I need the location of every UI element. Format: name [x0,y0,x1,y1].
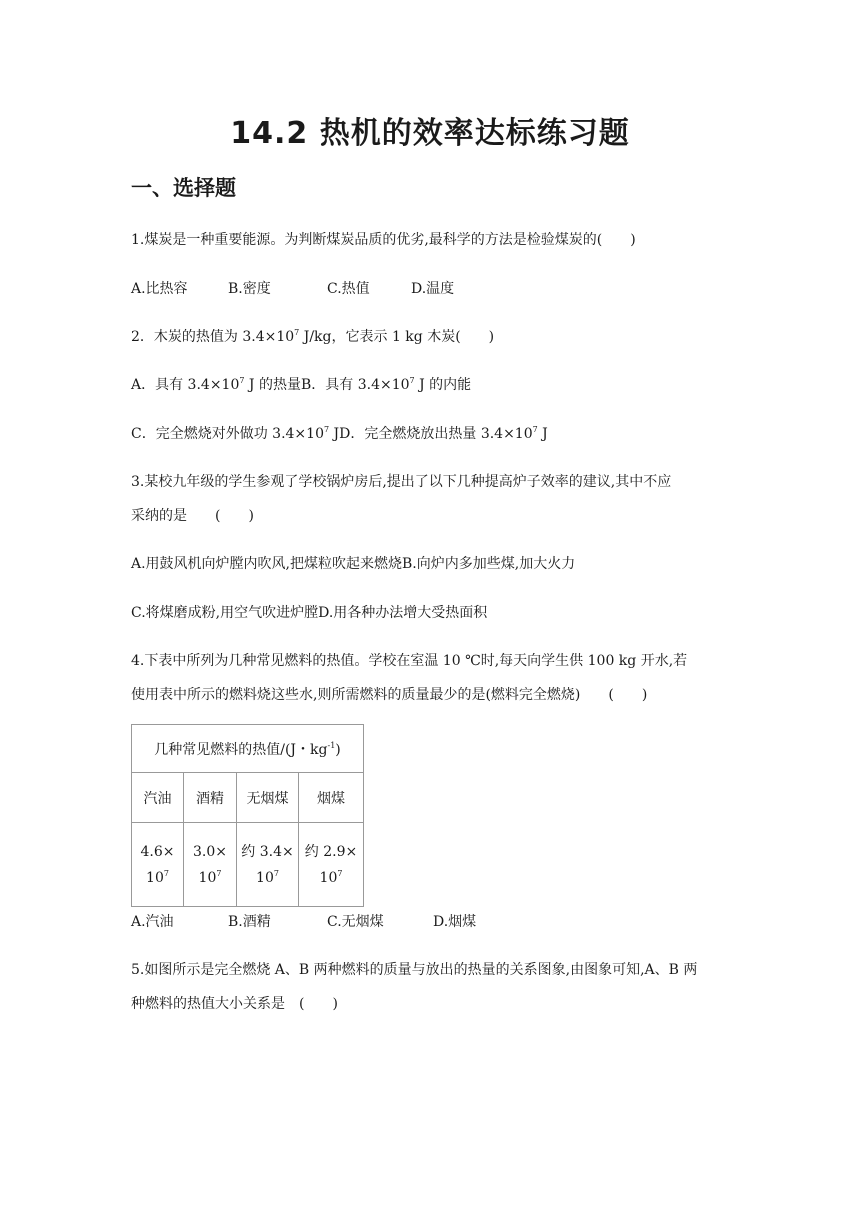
fuel-bituminous-coal: 烟煤 [299,773,364,823]
question-1-options [131,279,454,299]
table-header: 几种常见燃料的热值/(J・$kg^{-1}$) [132,725,364,773]
q3-option-a: A.用鼓风机向炉膛内吹风,把煤粒吹起来燃烧 [131,556,403,572]
q2-option-c: C．完全燃烧对外做功 $3.4\times 10^7$ J [131,425,340,442]
q3-option-d: D.用各种办法增大受热面积 [318,605,488,621]
question-4-stem-line-1: 4.下表中所列为几种常见燃料的热值。学校在室温 10 ℃时,每天向学生供 100 kg 开水,若 [131,653,688,669]
q3-option-b: B.向炉内多加些煤,加大火力 [402,556,576,572]
question-3-stem-line-2: 采纳的是 ( ) [131,508,254,524]
table-value-row [132,823,364,907]
question-2-options-ab [131,375,471,395]
q4-option-d: D.烟煤 [433,914,477,930]
value-bituminous-coal: 约 2.9× $10^7$ [299,823,364,907]
table-header-row [132,725,364,773]
q2-option-a: A．具有 $3.4\times 10^7$ J 的热量 [131,376,301,393]
q1-option-b: B.密度 [228,281,271,297]
q2-option-d: D．完全燃烧放出热量 $3.4\times 10^7$ J [339,425,548,442]
question-2-stem: 2．木炭的热值为 $3.4\times 10^7$ J/kg，它表示 1 kg 木炭( ) [131,328,495,345]
value-alcohol: 3.0× $10^7$ [184,823,237,907]
fuel-gasoline: 汽油 [132,773,184,823]
question-4-options [131,912,476,932]
question-2-options-cd [131,424,548,444]
fuel-heat-value-table [131,724,364,907]
page-title: 14.2 热机的效率达标练习题 [230,116,630,151]
question-3-options-ab [131,554,575,574]
question-1-stem: 1.煤炭是一种重要能源。为判断煤炭品质的优劣,最科学的方法是检验煤炭的( ) [131,232,636,248]
q1-option-a: A.比热容 [131,281,188,297]
q3-option-c: C.将煤磨成粉,用空气吹进炉膛 [131,605,319,621]
q1-option-c: C.热值 [327,281,370,297]
q4-option-b: B.酒精 [228,914,271,930]
question-5-stem-line-1: 5.如图所示是完全燃烧 A、B 两种燃料的质量与放出的热量的关系图象,由图象可知,A、B 两 [131,962,698,978]
q4-option-c: C.无烟煤 [327,914,384,930]
table-fuel-row [132,773,364,823]
question-4-stem-line-2: 使用表中所示的燃料烧这些水,则所需燃料的质量最少的是(燃料完全燃烧) ( ) [131,687,648,703]
value-anthracite: 约 3.4× $10^7$ [237,823,299,907]
question-3-options-cd [131,603,487,623]
value-gasoline: 4.6× $10^7$ [132,823,184,907]
fuel-alcohol: 酒精 [184,773,237,823]
fuel-anthracite: 无烟煤 [237,773,299,823]
question-3-stem-line-1: 3.某校九年级的学生参观了学校锅炉房后,提出了以下几种提高炉子效率的建议,其中不应 [131,474,672,490]
q4-option-a: A.汽油 [131,914,174,930]
q2-option-b: B．具有 $3.4\times 10^7$ J 的内能 [300,376,472,393]
section-heading: 一、选择题 [131,176,236,200]
question-5-stem-line-2: 种燃料的热值大小关系是 ( ) [131,996,338,1012]
q1-option-d: D.温度 [411,281,455,297]
